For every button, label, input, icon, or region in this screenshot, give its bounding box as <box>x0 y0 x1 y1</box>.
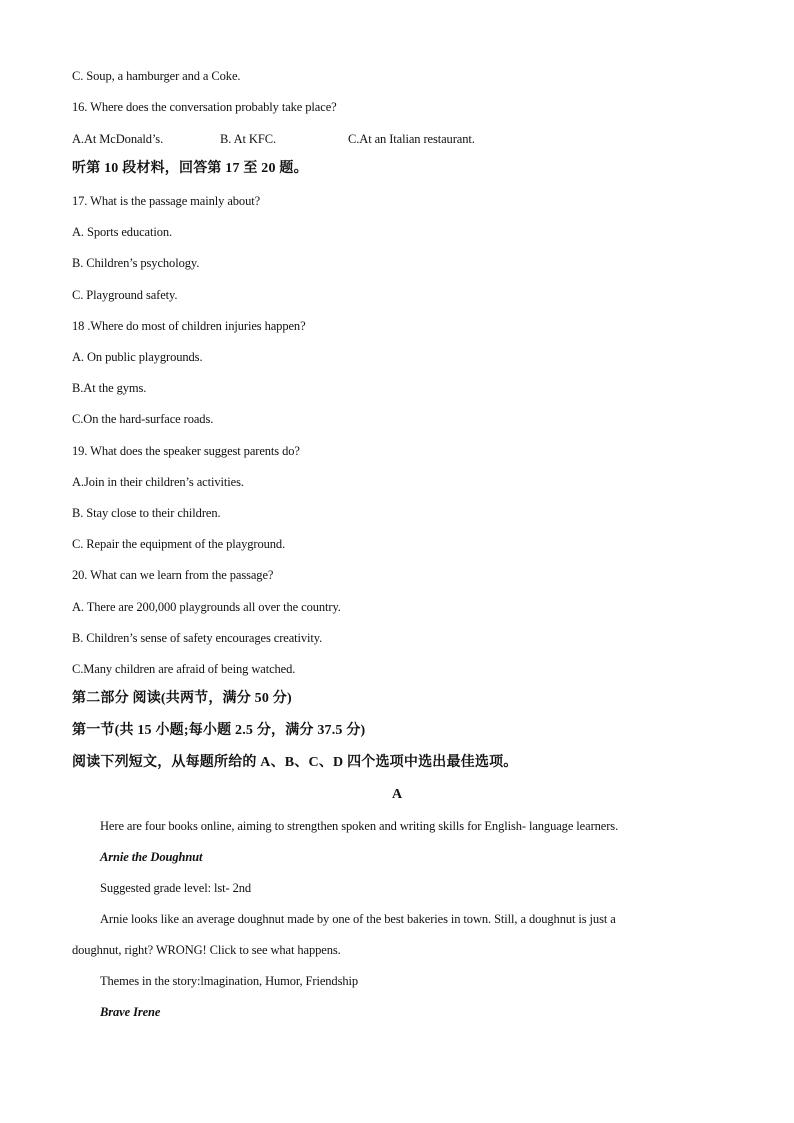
book-title-irene: Brave Irene <box>100 1005 161 1019</box>
q16-options <box>72 131 722 147</box>
reading-instructions: 阅读下列短文，从每题所给的 A、B、C、D 四个选项中选出最佳选项。 <box>72 755 518 770</box>
q19-question: 19. What does the speaker suggest parents do? <box>72 444 300 458</box>
book-desc-line2: doughnut, right? WRONG! Click to see what happens. <box>72 943 341 957</box>
q19-option-b: B. Stay close to their children. <box>72 506 221 520</box>
q17-option-a: A. Sports education. <box>72 225 173 239</box>
book-grade-arnie: Suggested grade level: lst- 2nd <box>100 881 252 895</box>
q19-option-c: C. Repair the equipment of the playground. <box>72 537 286 551</box>
q17-option-b: B. Children’s psychology. <box>72 256 200 270</box>
q16-option-c: C.At an Italian restaurant. <box>348 132 475 146</box>
q18-option-a: A. On public playgrounds. <box>72 350 203 364</box>
passage-label: A <box>391 787 402 802</box>
q18-question: 18 .Where do most of children injuries happen? <box>72 319 306 333</box>
q18-option-b: B.At the gyms. <box>72 381 147 395</box>
passage-intro: Here are four books online, aiming to strengthen spoken and writing skills for English- language learners. <box>100 819 619 833</box>
section1-heading: 第一节(共 15 小题;每小题 2.5 分，满分 37.5 分) <box>72 723 366 738</box>
q16-question: 16. Where does the conversation probably take place? <box>72 100 337 114</box>
part2-heading: 第二部分 阅读(共两节，满分 50 分) <box>72 691 292 706</box>
q16-option-a: A.At McDonald’s. <box>72 132 164 146</box>
q20-question: 20. What can we learn from the passage? <box>72 568 274 582</box>
q19-option-a: A.Join in their children’s activities. <box>72 475 244 489</box>
book-desc-line1: Arnie looks like an average doughnut made by one of the best bakeries in town. Still, a doughnut is just a <box>100 912 616 926</box>
q20-option-c: C.Many children are afraid of being watched. <box>72 662 296 676</box>
q16-option-b: B. At KFC. <box>220 132 276 146</box>
q20-option-a: A. There are 200,000 playgrounds all over the country. <box>72 600 341 614</box>
q17-question: 17. What is the passage mainly about? <box>72 194 261 208</box>
q15-option-c: C. Soup, a hamburger and a Coke. <box>72 69 241 83</box>
q17-option-c: C. Playground safety. <box>72 288 178 302</box>
book-themes-arnie: Themes in the story:lmagination, Humor, Friendship <box>100 974 359 988</box>
section10-heading: 听第 10 段材料，回答第 17 至 20 题。 <box>72 161 308 176</box>
book-title-arnie: Arnie the Doughnut <box>100 850 203 864</box>
q18-option-c: C.On the hard-surface roads. <box>72 412 214 426</box>
q20-option-b: B. Children’s sense of safety encourages creativity. <box>72 631 323 645</box>
